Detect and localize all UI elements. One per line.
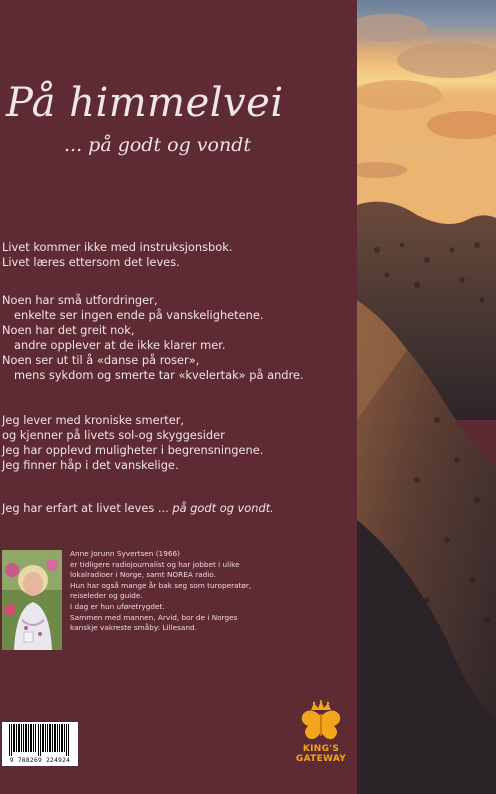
bio-line: Anne Jorunn Syvertsen (1966)	[70, 549, 180, 558]
book-subtitle: ... på godt og vondt	[64, 134, 251, 156]
blurb-line: Noen har det greit nok,	[2, 323, 135, 337]
butterfly-crown-icon	[294, 700, 348, 744]
blurb-line: andre opplever at de ikke klarer mer.	[14, 338, 226, 352]
publisher-name	[294, 744, 348, 764]
blurb-closing-italic: på godt og vondt.	[172, 501, 274, 515]
isbn-barcode	[2, 722, 78, 766]
blurb-line: og kjenner på livets sol-og skyggesider	[2, 428, 225, 442]
blurb-line: Jeg finner håp i det vanskelige.	[2, 458, 179, 472]
blurb-line: Noen har små utfordringer,	[2, 293, 158, 307]
sunset-forest-painting	[357, 0, 496, 794]
blurb-line: Noen ser ut til å «danse på roser»,	[2, 353, 200, 367]
blurb-closing-lead: Jeg har erfart at livet leves ...	[2, 501, 169, 515]
bio-line: reiseleder og guide.	[70, 591, 143, 601]
bio-line: I dag er hun uføretrygdet.	[70, 601, 165, 611]
blurb-paragraph-3	[2, 413, 354, 473]
author-portrait-image	[2, 550, 62, 650]
publisher-name-line-2: GATEWAY	[295, 754, 347, 764]
blurb-closing-line	[2, 501, 354, 516]
blurb-line: Jeg har opplevd muligheter i begrensningene.	[2, 443, 264, 457]
author-bio	[70, 549, 350, 634]
blurb-line: Livet læres ettersom det leves.	[2, 255, 180, 269]
author-photo	[2, 550, 62, 650]
barcode-bars	[2, 722, 78, 758]
blurb-line: mens sykdom og smerte tar «kvelertak» på andre.	[14, 368, 304, 382]
blurb-line: enkelte ser ingen ende på vanskelighetene.	[14, 308, 264, 322]
blurb-paragraph-2	[2, 293, 354, 383]
bio-line: Hun har også mange år bak seg som turoperatør,	[70, 580, 252, 590]
bio-line: Sammen med mannen, Arvid, bor de i Norges	[70, 612, 238, 622]
blurb-line: Livet kommer ikke med instruksjonsbok.	[2, 240, 233, 254]
blurb-paragraph-1	[2, 240, 354, 270]
isbn-number: 9 788269 224924	[9, 757, 71, 764]
publisher-logo	[294, 700, 348, 772]
front-cover-painting	[357, 0, 496, 794]
book-title: På himmelvei	[6, 80, 284, 126]
blurb-paragraph-4	[2, 501, 354, 516]
publisher-name-line-1: KING'S	[302, 744, 340, 754]
bio-line: er tidligere radiojournalist og har jobbet i ulike	[70, 559, 240, 569]
blurb-line: Jeg lever med kroniske smerter,	[2, 413, 185, 427]
bio-line: lokalradioer i Norge, samt NOREA radio.	[70, 570, 216, 580]
bio-line: kanskje vakreste småby: Lillesand.	[70, 623, 197, 633]
